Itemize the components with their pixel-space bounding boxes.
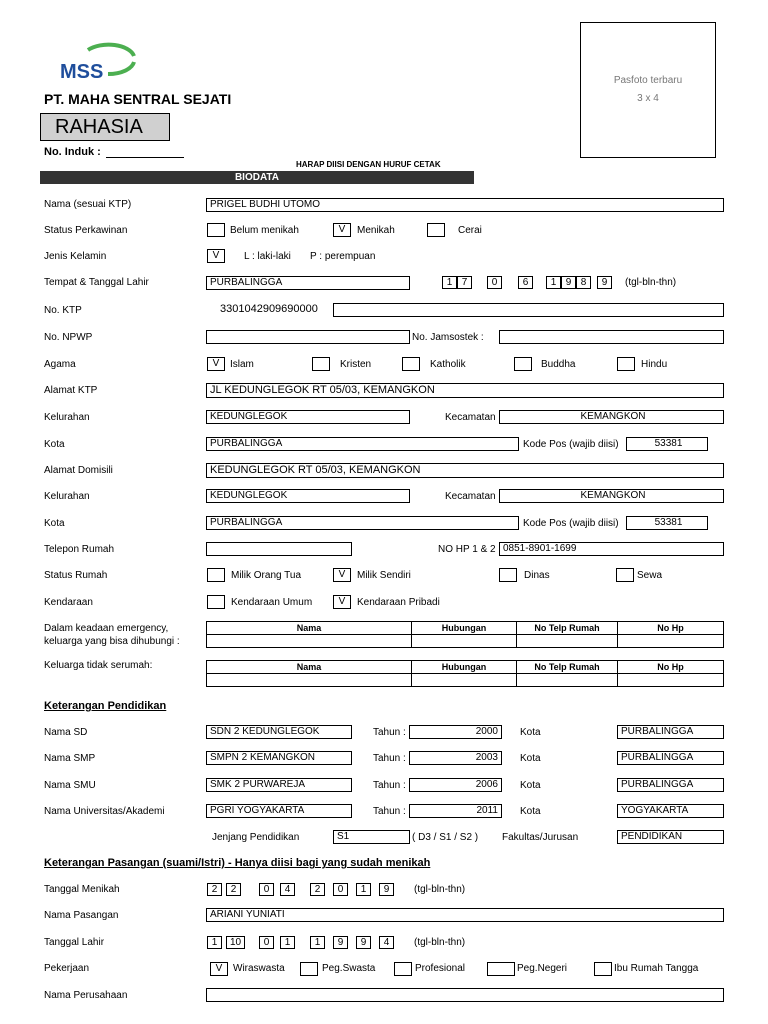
peg-swasta-checkbox[interactable] [300, 962, 318, 976]
kendaraan-umum-label: Kendaraan Umum [231, 597, 313, 608]
no-hp-field[interactable]: 0851-8901-1699 [499, 542, 724, 556]
univ-label: Nama Universitas/Akademi [44, 806, 165, 817]
sd-kota-label: Kota [520, 727, 541, 738]
bln-lahir-pasangan-digit[interactable]: 1 [280, 936, 295, 949]
telepon-rumah-field[interactable] [206, 542, 352, 556]
tgl-lahir-pasangan-format: (tgl-bln-thn) [414, 937, 466, 948]
kecamatan-field[interactable]: KEMANGKON [499, 410, 724, 424]
company-name: PT. MAHA SENTRAL SEJATI [44, 91, 232, 107]
smu-tahun-label: Tahun : [373, 780, 406, 791]
table-row[interactable] [207, 674, 724, 687]
fakultas-label: Fakultas/Jurusan [502, 832, 579, 843]
islam-label: Islam [230, 359, 254, 370]
fakultas-field[interactable]: PENDIDIKAN [617, 830, 724, 844]
jamsostek-field[interactable] [499, 330, 724, 344]
col-telp-rumah: No Telp Rumah [517, 622, 618, 635]
sd-tahun-label: Tahun : [373, 727, 406, 738]
bln-menikah-digit[interactable]: 0 [259, 883, 274, 896]
kelurahan-label: Kelurahan [44, 412, 90, 423]
table-row[interactable] [207, 635, 724, 648]
tgl-menikah-label: Tanggal Menikah [44, 884, 120, 895]
milik-orang-tua-checkbox[interactable] [207, 568, 225, 582]
cerai-label: Cerai [458, 225, 482, 236]
tgl-menikah-digit[interactable]: 2 [226, 883, 241, 896]
bln-lahir-digit[interactable]: 6 [518, 276, 533, 289]
bln-menikah-digit[interactable]: 4 [280, 883, 295, 896]
thn-lahir-pasangan-digit[interactable]: 9 [333, 936, 348, 949]
profesional-label: Profesional [415, 963, 466, 974]
thn-lahir-pasangan-digit[interactable]: 9 [356, 936, 371, 949]
kode-pos-label: Kode Pos (wajib diisi) [523, 439, 619, 450]
alamat-ktp-label: Alamat KTP [44, 385, 98, 396]
tgl-lahir-pasangan-digit[interactable]: 1 [207, 936, 222, 949]
col-nama: Nama [207, 622, 412, 635]
sd-school-field[interactable]: SDN 2 KEDUNGLEGOK [206, 725, 352, 739]
tgl-menikah-digit[interactable]: 2 [207, 883, 222, 896]
kecamatan-label: Kecamatan [445, 412, 496, 423]
bln-lahir-digit[interactable]: 0 [487, 276, 502, 289]
col-hubungan: Hubungan [412, 622, 517, 635]
thn-lahir-digit[interactable]: 9 [561, 276, 576, 289]
ktp-extra-field[interactable] [333, 303, 724, 317]
emergency-table [206, 621, 724, 648]
smp-kota-label: Kota [520, 753, 541, 764]
belum-menikah-label: Belum menikah [230, 225, 299, 236]
kendaraan-label: Kendaraan [44, 597, 93, 608]
smu-label: Nama SMU [44, 780, 96, 791]
tgl-lahir-digit[interactable]: 1 [442, 276, 457, 289]
agama-label: Agama [44, 359, 76, 370]
sd-label: Nama SD [44, 727, 88, 738]
keluarga-table [206, 660, 724, 687]
photo-size: 3 x 4 [637, 93, 659, 104]
smp-year-field[interactable]: 2003 [409, 751, 502, 765]
smu-school-field[interactable]: SMK 2 PURWAREJA [206, 778, 352, 792]
col-no-hp: No Hp [618, 661, 724, 674]
company-logo [58, 40, 138, 82]
ibu-rumah-tangga-label: Ibu Rumah Tangga [614, 963, 699, 974]
sewa-label: Sewa [637, 570, 663, 581]
thn-menikah-digit[interactable]: 2 [310, 883, 325, 896]
ktp-label: No. KTP [44, 305, 82, 316]
kristen-checkbox[interactable] [312, 357, 330, 371]
thn-lahir-pasangan-digit[interactable]: 4 [379, 936, 394, 949]
jenis-kelamin-label: Jenis Kelamin [44, 251, 107, 262]
hindu-checkbox[interactable] [617, 357, 635, 371]
nama-perusahaan-field[interactable] [206, 988, 724, 1002]
belum-menikah-checkbox[interactable] [207, 223, 225, 237]
pendidikan-section-title: Keterangan Pendidikan [44, 700, 167, 712]
thn-lahir-pasangan-digit[interactable]: 1 [310, 936, 325, 949]
buddha-label: Buddha [541, 359, 576, 370]
kristen-label: Kristen [340, 359, 372, 370]
thn-lahir-digit[interactable]: 1 [546, 276, 561, 289]
peg-negeri-label: Peg.Negeri [517, 963, 568, 974]
wiraswasta-label: Wiraswasta [233, 963, 285, 974]
nama-field[interactable]: PRIGEL BUDHI UTOMO [206, 198, 724, 212]
hindu-label: Hindu [641, 359, 668, 370]
univ-city-field[interactable]: YOGYAKARTA [617, 804, 724, 818]
kendaraan-pribadi-checkbox[interactable]: V [333, 595, 351, 609]
univ-school-field[interactable]: PGRI YOGYAKARTA [206, 804, 352, 818]
tgl-lahir-digit[interactable]: 7 [457, 276, 472, 289]
pasangan-section-title: Keterangan Pasangan (suami/Istri) - Hanya diisi bagi yang sudah menikah [44, 857, 431, 869]
smp-city-field[interactable]: PURBALINGGA [617, 751, 724, 765]
smp-label: Nama SMP [44, 753, 96, 764]
katholik-checkbox[interactable] [402, 357, 420, 371]
keluarga-tidak-serumah-label: Keluarga tidak serumah: [44, 660, 153, 671]
jenjang-field[interactable]: S1 [333, 830, 410, 844]
status-perkawinan-label: Status Perkawinan [44, 225, 128, 236]
smu-kota-label: Kota [520, 780, 541, 791]
peg-negeri-checkbox[interactable] [487, 962, 515, 976]
laki-laki-hint: L : laki-laki [244, 251, 291, 262]
univ-tahun-label: Tahun : [373, 806, 406, 817]
no-hp-label: NO HP 1 & 2 [438, 544, 496, 555]
jenjang-label: Jenjang Pendidikan [212, 832, 300, 843]
kode-pos-field[interactable]: 53381 [626, 437, 708, 451]
nama-label: Nama (sesuai KTP) [44, 199, 132, 210]
wiraswasta-checkbox[interactable]: V [210, 962, 228, 976]
kota-label: Kota [44, 439, 65, 450]
sd-city-field[interactable]: PURBALINGGA [617, 725, 724, 739]
kelurahan-domisili-label: Kelurahan [44, 491, 90, 502]
kendaraan-umum-checkbox[interactable] [207, 595, 225, 609]
status-rumah-label: Status Rumah [44, 570, 108, 581]
sd-year-field[interactable]: 2000 [409, 725, 502, 739]
ibu-rumah-tangga-checkbox[interactable] [594, 962, 612, 976]
photo-box[interactable] [580, 22, 716, 158]
ktp-value[interactable]: 3301042909690000 [220, 303, 318, 315]
emergency-label-2: keluarga yang bisa dihubungi : [44, 636, 180, 647]
dinas-checkbox[interactable] [499, 568, 517, 582]
kota-field[interactable]: PURBALINGGA [206, 437, 519, 451]
katholik-label: Katholik [430, 359, 466, 370]
nama-perusahaan-label: Nama Perusahaan [44, 990, 128, 1001]
jamsostek-label: No. Jamsostek : [412, 332, 484, 343]
kendaraan-pribadi-label: Kendaraan Pribadi [357, 597, 440, 608]
smp-school-field[interactable]: SMPN 2 KEMANGKON [206, 751, 352, 765]
kode-pos-domisili-field[interactable]: 53381 [626, 516, 708, 530]
npwp-label: No. NPWP [44, 332, 93, 343]
jenjang-hint: ( D3 / S1 / S2 ) [412, 832, 479, 843]
jenis-kelamin-box[interactable]: V [207, 249, 225, 263]
menikah-checkbox[interactable]: V [333, 223, 351, 237]
islam-checkbox[interactable]: V [207, 357, 225, 371]
smu-city-field[interactable]: PURBALINGGA [617, 778, 724, 792]
bln-lahir-pasangan-digit[interactable]: 0 [259, 936, 274, 949]
thn-lahir-digit[interactable]: 8 [576, 276, 591, 289]
thn-lahir-digit[interactable]: 9 [597, 276, 612, 289]
thn-menikah-digit[interactable]: 1 [356, 883, 371, 896]
dinas-label: Dinas [524, 570, 550, 581]
milik-orang-tua-label: Milik Orang Tua [231, 570, 302, 581]
kota-domisili-field[interactable]: PURBALINGGA [206, 516, 519, 530]
smp-tahun-label: Tahun : [373, 753, 406, 764]
smu-year-field[interactable]: 2006 [409, 778, 502, 792]
buddha-checkbox[interactable] [514, 357, 532, 371]
alamat-domisili-field[interactable]: KEDUNGLEGOK RT 05/03, KEMANGKON [206, 463, 724, 478]
photo-label: Pasfoto terbaru [613, 75, 683, 86]
tgl-menikah-format: (tgl-bln-thn) [414, 884, 466, 895]
tgl-lahir-pasangan-label: Tanggal Lahir [44, 937, 105, 948]
peg-swasta-label: Peg.Swasta [322, 963, 376, 974]
emergency-label: Dalam keadaan emergency, [44, 623, 169, 634]
col-hubungan: Hubungan [412, 661, 517, 674]
univ-kota-label: Kota [520, 806, 541, 817]
nama-pasangan-field[interactable]: ARIANI YUNIATI [206, 908, 724, 922]
milik-sendiri-checkbox[interactable]: V [333, 568, 351, 582]
logo-text: MSS [60, 61, 104, 82]
biodata-bar: BIODATA [40, 171, 474, 184]
pekerjaan-label: Pekerjaan [44, 963, 90, 974]
telepon-rumah-label: Telepon Rumah [44, 544, 115, 555]
npwp-field[interactable] [206, 330, 410, 344]
instruction-text: HARAP DIISI DENGAN HURUF CETAK [296, 160, 441, 169]
tgl-format-hint: (tgl-bln-thn) [625, 277, 677, 288]
no-induk-field[interactable] [106, 157, 184, 158]
col-no-hp: No Hp [618, 622, 724, 635]
thn-menikah-digit[interactable]: 0 [333, 883, 348, 896]
sewa-checkbox[interactable] [616, 568, 634, 582]
perempuan-hint: P : perempuan [310, 251, 376, 262]
col-nama: Nama [207, 661, 412, 674]
thn-menikah-digit[interactable]: 9 [379, 883, 394, 896]
secret-label: RAHASIA [40, 113, 170, 141]
alamat-ktp-field[interactable]: JL KEDUNGLEGOK RT 05/03, KEMANGKON [206, 383, 724, 398]
tempat-lahir-field[interactable]: PURBALINGGA [206, 276, 410, 290]
milik-sendiri-label: Milik Sendiri [357, 570, 411, 581]
kelurahan-domisili-field[interactable]: KEDUNGLEGOK [206, 489, 410, 503]
nama-pasangan-label: Nama Pasangan [44, 910, 119, 921]
kode-pos-domisili-label: Kode Pos (wajib diisi) [523, 518, 619, 529]
ttl-label: Tempat & Tanggal Lahir [44, 277, 149, 288]
kelurahan-field[interactable]: KEDUNGLEGOK [206, 410, 410, 424]
cerai-checkbox[interactable] [427, 223, 445, 237]
menikah-label: Menikah [357, 225, 395, 236]
col-telp-rumah: No Telp Rumah [517, 661, 618, 674]
kota-domisili-label: Kota [44, 518, 65, 529]
univ-year-field[interactable]: 2011 [409, 804, 502, 818]
alamat-domisili-label: Alamat Domisili [44, 465, 113, 476]
kecamatan-domisili-label: Kecamatan [445, 491, 496, 502]
profesional-checkbox[interactable] [394, 962, 412, 976]
kecamatan-domisili-field[interactable]: KEMANGKON [499, 489, 724, 503]
no-induk-label: No. Induk : [44, 146, 101, 158]
tgl-lahir-pasangan-digit[interactable]: 10 [226, 936, 245, 949]
